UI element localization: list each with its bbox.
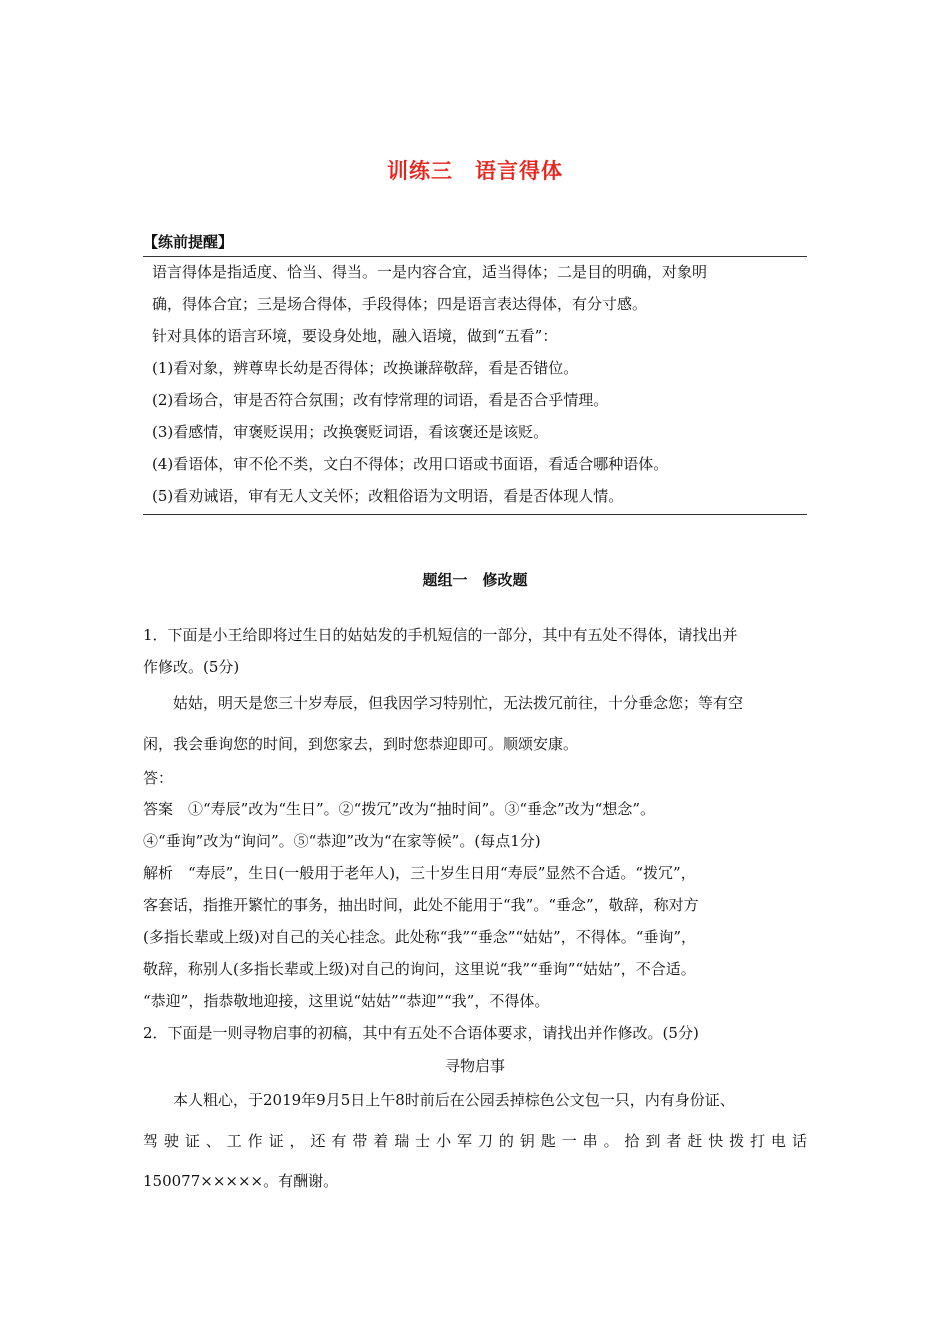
analysis-text: 敬辞，称别人(多指长辈或上级)对自己的询问，这里说“我”“垂询”“姑姑”，不合适。 [143,960,696,978]
reminder-line: (2)看场合，审是否符合氛围；改有悖常理的词语，看是否合乎情理。 [152,391,609,409]
analysis-text: 解析 “寿辰”，生日(一般用于老年人)，三十岁生日用“寿辰”显然不合适。“拨冗”， [143,864,696,882]
analysis-text: 客套话，指推开繁忙的事务，抽出时间，此处不能用于“我”。“垂念”，敬辞，称对方 [143,896,699,914]
page-title: 训练三 语言得体 [387,159,563,183]
question-passage: 闲，我会垂询您的时间，到您家去，到时您恭迎即可。顺颂安康。 [143,735,579,753]
answer-text: ④“垂询”改为“询问”。⑤“恭迎”改为“在家等候”。(每点1分) [143,832,541,850]
reminder-label: 【练前提醒】 [143,233,234,251]
section-title: 题组一 修改题 [422,571,528,589]
question-stem: 2．下面是一则寻物启事的初稿，其中有五处不合语体要求，请找出并作修改。(5分) [143,1024,699,1042]
reminder-line: 确，得体合宜；三是场合得体，手段得体；四是语言表达得体，有分寸感。 [152,295,648,313]
reminder-line: (1)看对象，辨尊卑长幼是否得体；改换谦辞敬辞，看是否错位。 [152,359,579,377]
reminder-line: (4)看语体，审不伦不类，文白不得体；改用口语或书面语，看适合哪种语体。 [152,455,669,473]
analysis-text: “恭迎”，指恭敬地迎接，这里说“姑姑”“恭迎”“我”，不得体。 [143,992,550,1010]
question-stem: 作修改。(5分) [143,658,240,676]
reminder-line: (5)看劝诫语，审有无人文关怀；改粗俗语为文明语，看是否体现人情。 [152,487,624,505]
notice-title: 寻物启事 [444,1057,505,1075]
notice-passage: 驾驶证、工作证，还有带着瑞士小军刀的钥匙一串。拾到者赶快拨打电话 [143,1132,807,1150]
answer-text: 答案 ①“寿辰”改为“生日”。②“拨冗”改为“抽时间”。③“垂念”改为“想念”。 [143,800,656,818]
reminder-line: (3)看感情，审褒贬误用；改换褒贬词语，看该褒还是该贬。 [152,423,549,441]
question-stem: 1．下面是小王给即将过生日的姑姑发的手机短信的一部分，其中有五处不得体，请找出并 [143,626,738,644]
reminder-line: 语言得体是指适度、恰当、得当。一是内容合宜，适当得体；二是目的明确，对象明 [152,263,708,281]
reminder-box [143,256,807,515]
question-passage: 姑姑，明天是您三十岁寿辰，但我因学习特别忙，无法拨冗前往，十分垂念您；等有空 [173,694,744,712]
answer-label: 答： [143,769,174,787]
notice-passage: 本人粗心，于2019年9月5日上午8时前后在公园丢掉棕色公文包一只，内有身份证、 [173,1091,735,1109]
analysis-text: (多指长辈或上级)对自己的关心挂念。此处称“我”“垂念”“姑姑”，不得体。“垂询”， [143,928,697,946]
notice-passage: 150077×××××。有酬谢。 [143,1172,339,1190]
reminder-line: 针对具体的语言环境，要设身处地，融入语境，做到“五看”： [152,327,558,345]
